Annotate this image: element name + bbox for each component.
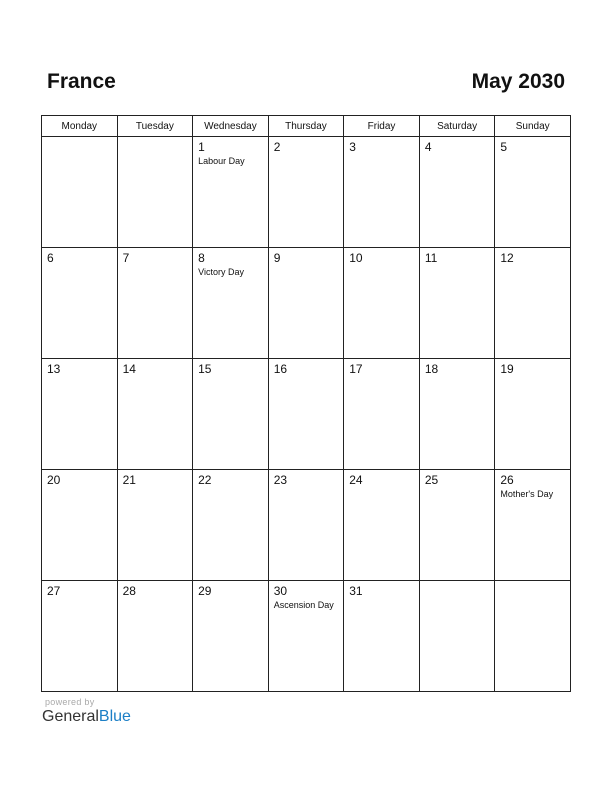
weekday-sunday: Sunday	[495, 116, 571, 137]
day-number: 15	[198, 362, 212, 376]
weekday-friday: Friday	[344, 116, 420, 137]
day-cell	[193, 581, 269, 692]
day-cell	[495, 137, 571, 248]
day-cell	[344, 470, 420, 581]
day-cell	[344, 137, 420, 248]
weekday-tuesday: Tuesday	[117, 116, 193, 137]
day-number: 3	[349, 140, 356, 154]
day-cell	[419, 248, 495, 359]
day-cell	[268, 359, 344, 470]
day-cell	[193, 248, 269, 359]
powered-by-text: powered by	[45, 697, 95, 707]
day-cell	[419, 581, 495, 692]
day-cell	[419, 137, 495, 248]
day-cell	[495, 248, 571, 359]
week-row	[42, 137, 571, 248]
day-cell	[344, 581, 420, 692]
day-number: 27	[47, 584, 61, 598]
day-number: 14	[122, 362, 136, 376]
day-number: 13	[47, 362, 61, 376]
day-cell	[344, 248, 420, 359]
day-cell	[117, 581, 193, 692]
week-row	[42, 359, 571, 470]
day-number: 19	[500, 362, 514, 376]
weekday-saturday: Saturday	[419, 116, 495, 137]
day-cell	[117, 470, 193, 581]
weekday-thursday: Thursday	[268, 116, 344, 137]
day-cell	[419, 359, 495, 470]
day-number: 2	[273, 140, 281, 154]
country-title: France	[47, 70, 116, 93]
day-cell	[193, 137, 269, 248]
day-number: 22	[198, 473, 212, 487]
day-number: 23	[273, 473, 288, 487]
day-cell	[42, 359, 118, 470]
day-number: 12	[500, 251, 514, 265]
day-number: 11	[424, 251, 438, 265]
day-number: 29	[198, 584, 212, 598]
day-number: 28	[122, 584, 136, 598]
day-number: 1	[198, 140, 205, 154]
day-cell	[42, 248, 118, 359]
weekday-header-row	[42, 116, 571, 137]
day-cell	[495, 470, 571, 581]
day-number: 9	[273, 251, 281, 265]
day-number: 7	[122, 251, 130, 265]
day-number: 17	[349, 362, 363, 376]
day-cell	[344, 359, 420, 470]
weekday-monday: Monday	[42, 116, 118, 137]
day-cell	[268, 581, 344, 692]
day-cell	[268, 248, 344, 359]
day-cell	[268, 137, 344, 248]
day-number: 10	[349, 251, 363, 265]
week-row	[42, 248, 571, 359]
day-cell	[193, 470, 269, 581]
weekday-wednesday: Wednesday	[193, 116, 269, 137]
day-cell	[117, 137, 193, 248]
day-cell	[117, 248, 193, 359]
month-year-title: May 2030	[471, 70, 565, 93]
day-cell	[117, 359, 193, 470]
day-number: 4	[424, 140, 432, 154]
day-number: 20	[47, 473, 61, 487]
day-cell	[42, 581, 118, 692]
week-row	[42, 581, 571, 692]
day-cell	[42, 470, 118, 581]
day-event: Labour Day	[198, 156, 245, 166]
day-cell	[193, 359, 269, 470]
day-cell	[268, 470, 344, 581]
day-number: 5	[500, 140, 508, 154]
day-number: 8	[198, 251, 205, 265]
day-event: Victory Day	[198, 267, 244, 277]
day-number: 31	[349, 584, 363, 598]
day-cell	[419, 470, 495, 581]
day-cell	[42, 137, 118, 248]
day-number: 30	[273, 584, 288, 598]
day-event: Ascension Day	[273, 600, 334, 610]
calendar-grid	[41, 115, 571, 692]
day-cell	[495, 359, 571, 470]
logo-general-text: General	[42, 708, 99, 725]
day-number: 26	[500, 473, 514, 487]
day-number: 25	[424, 473, 439, 487]
day-number: 24	[349, 473, 363, 487]
generalblue-logo[interactable]	[42, 708, 131, 726]
day-number: 21	[122, 473, 136, 487]
day-cell	[495, 581, 571, 692]
week-row	[42, 470, 571, 581]
day-number: 18	[424, 362, 439, 376]
day-number: 6	[47, 251, 54, 265]
day-number: 16	[273, 362, 288, 376]
day-event: Mother's Day	[500, 489, 554, 499]
logo-blue-text: Blue	[98, 708, 131, 725]
